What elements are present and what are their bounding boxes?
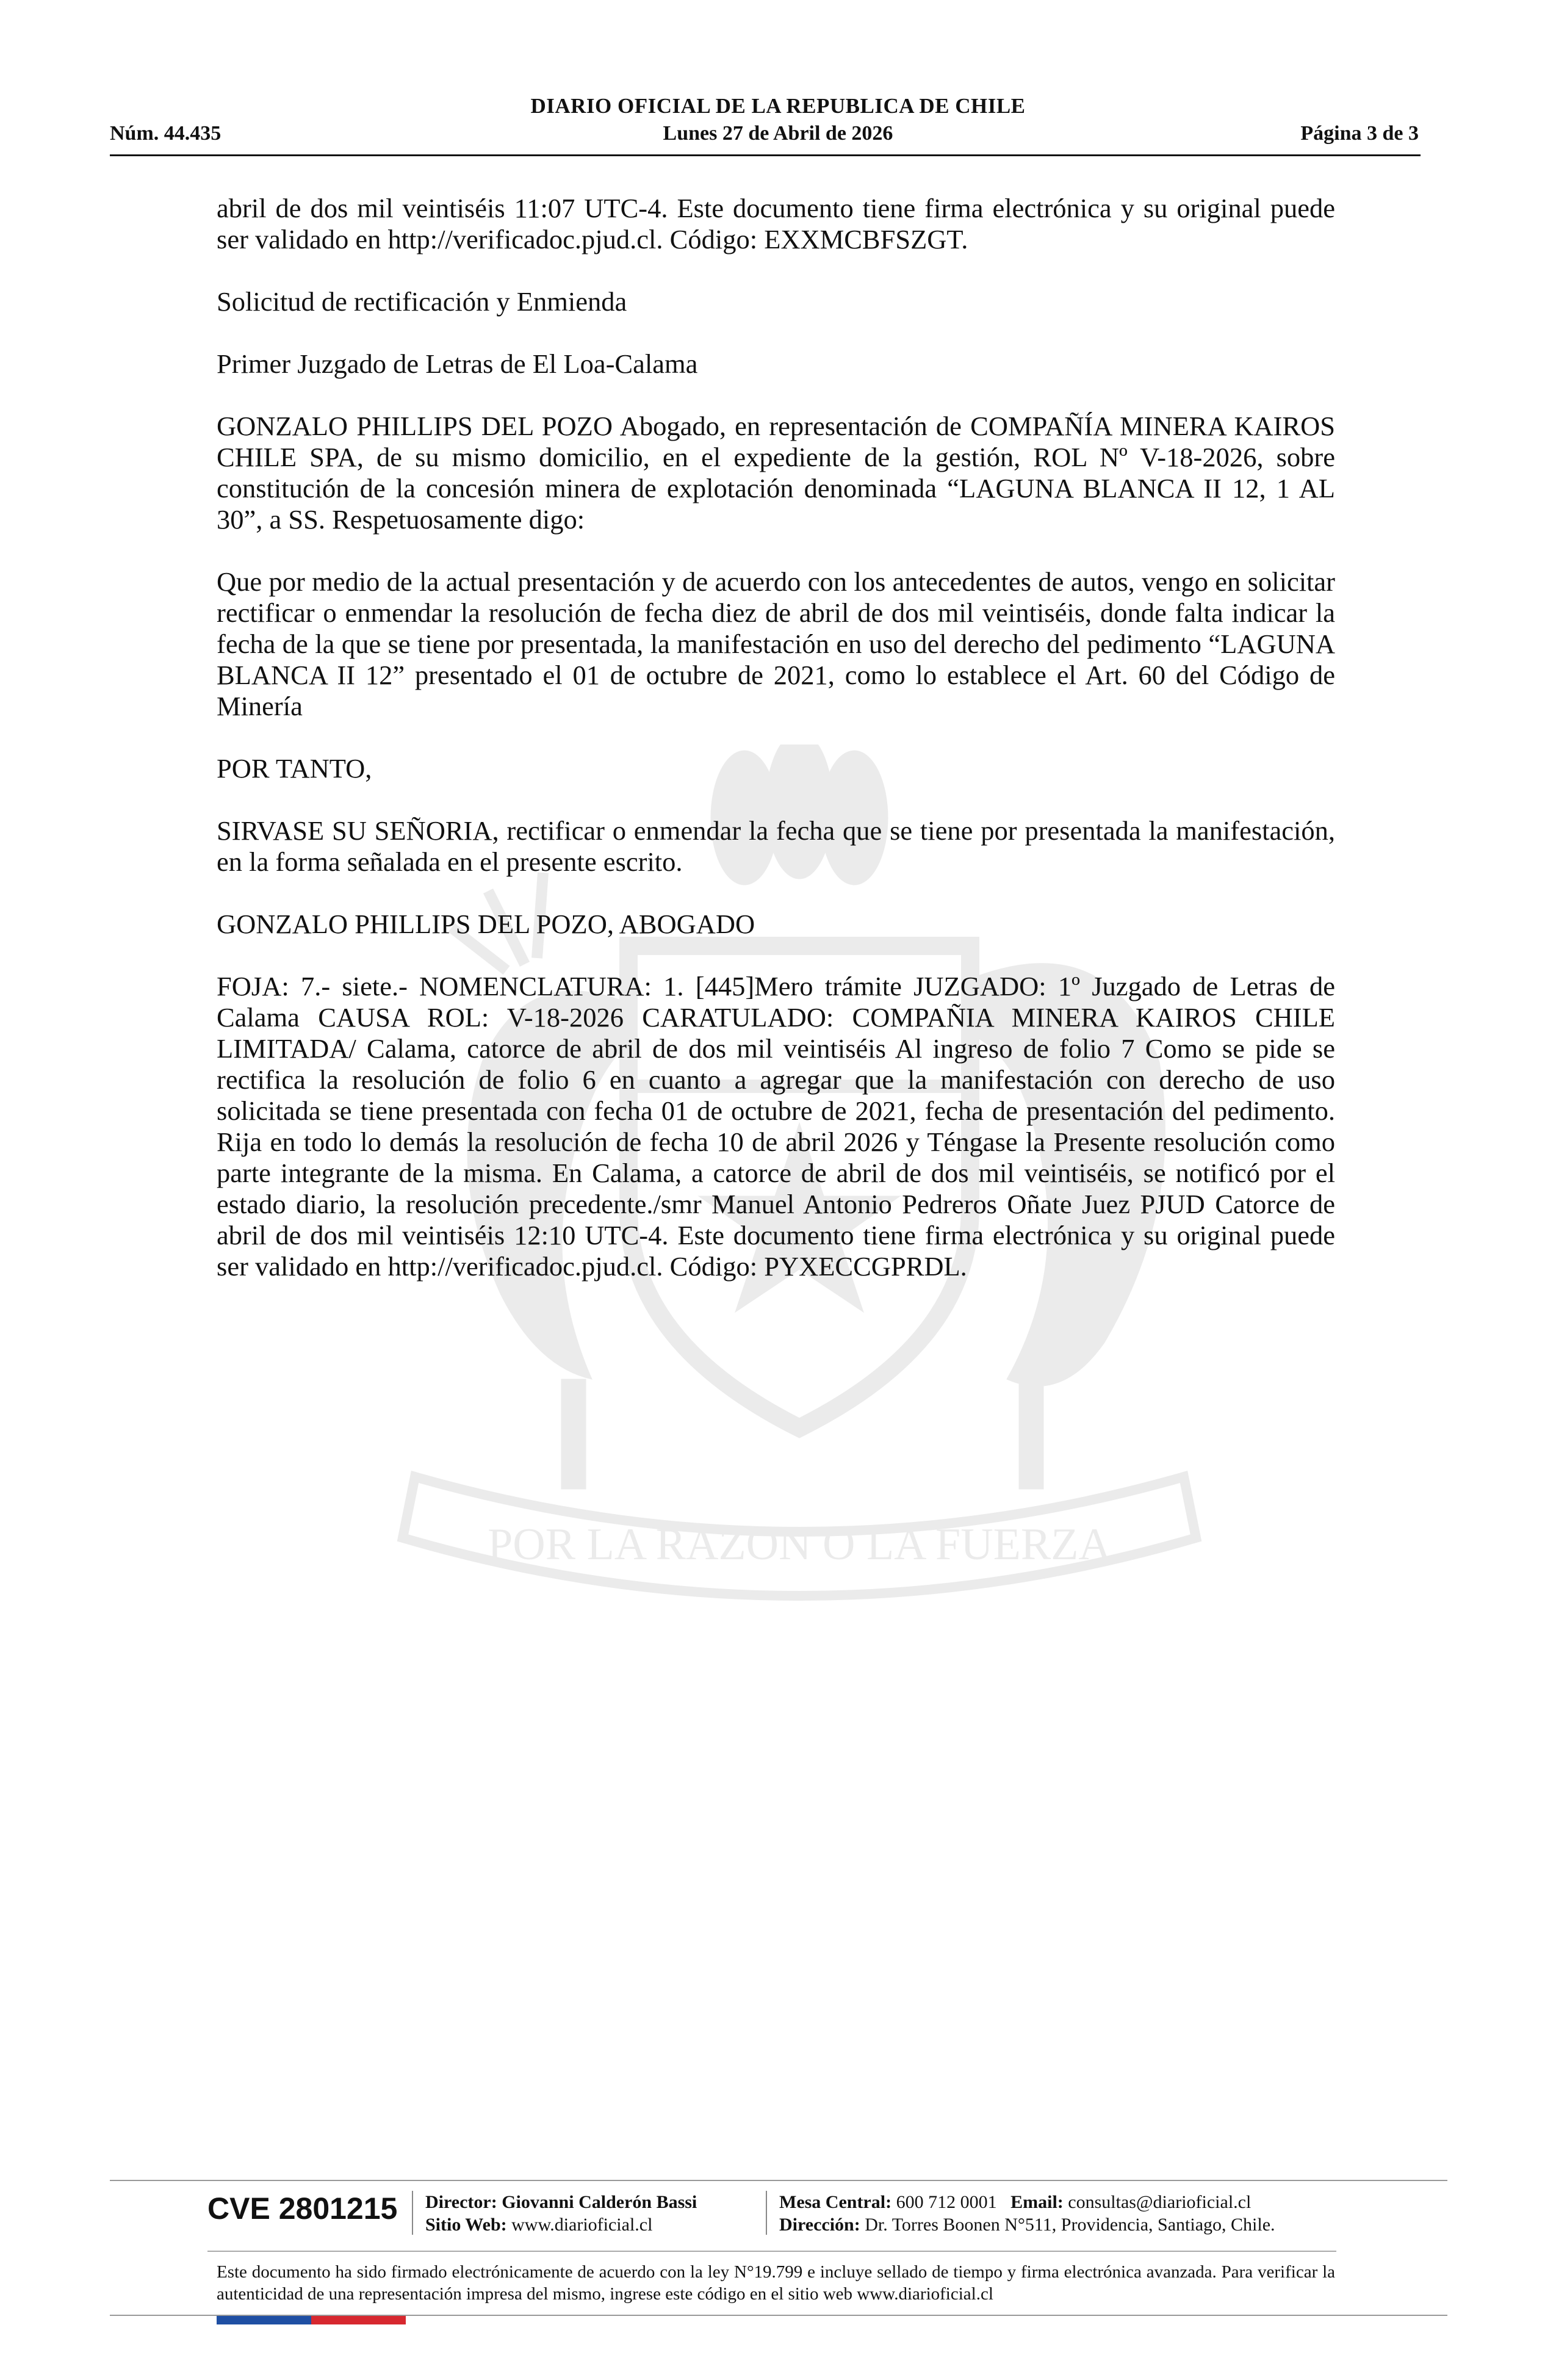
footer-separator — [412, 2191, 413, 2235]
director-label: Director: — [425, 2192, 497, 2212]
paragraph: Solicitud de rectificación y Enmienda — [217, 286, 627, 317]
footer-contact-block — [779, 2191, 1275, 2236]
director-name: Giovanni Calderón Bassi — [502, 2192, 697, 2212]
paragraph: FOJA: 7.- siete.- NOMENCLATURA: 1. [445]Mero trámite JUZGADO: 1º Juzgado de Letras de Calama CAUSA ROL: V-18-2026 CARATULADO: COMPAÑIA MINERA KAIROS CHILE LIMITADA/ Calama, catorce de abril de dos mil veintiséis Al ingreso de folio 7 Como se pide se rectifica la resolución de folio 6 en cuanto a agregar que la manifestación con derecho de uso solicitada se tiene presentada con fecha 01 de octubre de 2021, fecha de presentación del pedimento. Rija en todo lo demás la resolución de fecha 10 de abril 2026 y Téngase la Presente resolución como parte integrante de la misma. En Calama, a catorce de abril de dos mil veintiséis, se notificó por el estado diario, la resolución precedente./smr Manuel Antonio Pedreros Oñate Juez PJUD Catorce de abril de dos mil veintiséis 12:10 UTC-4. Este documento tiene firma electrónica y su original puede ser validado en http://verificadoc.pjud.cl. Código: PYXECCGPRDL. — [217, 971, 1335, 1282]
email-link[interactable]: consultas@diarioficial.cl — [1068, 2192, 1252, 2212]
site-link[interactable]: www.diarioficial.cl — [511, 2215, 653, 2235]
issue-number: Núm. 44.435 — [110, 122, 222, 145]
paragraph: Que por medio de la actual presentación y de acuerdo con los antecedentes de autos, vengo en solicitar rectificar o enmendar la resolución de fecha diez de abril de dos mil veintiséis, donde falta indicar la fecha de la que se tiene por presentada, la manifestación en uso del derecho del pedimento “LAGUNA BLANCA II 12” presentado el 01 de octubre de 2021, como lo establece el Art. 60 del Código de Minería — [217, 566, 1335, 721]
paragraph: POR TANTO, — [217, 753, 372, 784]
email-label: Email: — [1010, 2192, 1064, 2212]
paragraph: abril de dos mil veintiséis 11:07 UTC-4. Este documento tiene firma electrónica y su original puede ser validado en http://verificadoc.pjud.cl. Código: EXXMCBFSZGT. — [217, 193, 1335, 254]
watermark-motto: POR LA RAZON O LA FUERZA — [488, 1520, 1111, 1570]
footer-inner-divider — [207, 2251, 1336, 2252]
header-divider — [110, 154, 1421, 156]
flag-stripe-red — [311, 2316, 406, 2324]
page-number: Página 3 de 3 — [1300, 122, 1419, 145]
mesa-label: Mesa Central: — [779, 2192, 892, 2212]
address-label: Dirección: — [779, 2215, 860, 2235]
address-value: Dr. Torres Boonen N°511, Providencia, Santiago, Chile. — [865, 2215, 1275, 2235]
document-body — [217, 193, 1335, 1313]
flag-stripe-blue — [217, 2316, 311, 2324]
footer-separator — [766, 2191, 767, 2235]
newspaper-title: DIARIO OFICIAL DE LA REPUBLICA DE CHILE — [530, 94, 1026, 118]
footer-director-block — [425, 2191, 697, 2236]
footer-top-divider — [110, 2180, 1447, 2181]
paragraph: Primer Juzgado de Letras de El Loa-Calama — [217, 348, 698, 379]
signature-notice: Este documento ha sido firmado electrónicamente de acuerdo con la ley N°19.799 e incluye sellado de tiempo y firma electrónica avanzada. Para verificar la autenticidad de una representación impresa del mismo, ingrese este código en el sitio web www.diarioficial.cl — [217, 2262, 1335, 2304]
paragraph: GONZALO PHILLIPS DEL POZO, ABOGADO — [217, 909, 755, 939]
cve-code: CVE 2801215 — [207, 2191, 398, 2226]
paragraph: GONZALO PHILLIPS DEL POZO Abogado, en representación de COMPAÑÍA MINERA KAIROS CHILE SPA, de su mismo domicilio, en el expediente de la gestión, ROL Nº V-18-2026, sobre constitución de la concesión minera de explotación denominada “LAGUNA BLANCA II 12, 1 AL 30”, a SS. Respetuosamente digo: — [217, 411, 1335, 535]
issue-date: Lunes 27 de Abril de 2026 — [663, 122, 893, 145]
site-label: Sitio Web: — [425, 2215, 507, 2235]
paragraph: SIRVASE SU SEÑORIA, rectificar o enmendar la fecha que se tiene por presentada la manifestación, en la forma señalada en el presente escrito. — [217, 815, 1335, 877]
mesa-phone: 600 712 0001 — [896, 2192, 997, 2212]
